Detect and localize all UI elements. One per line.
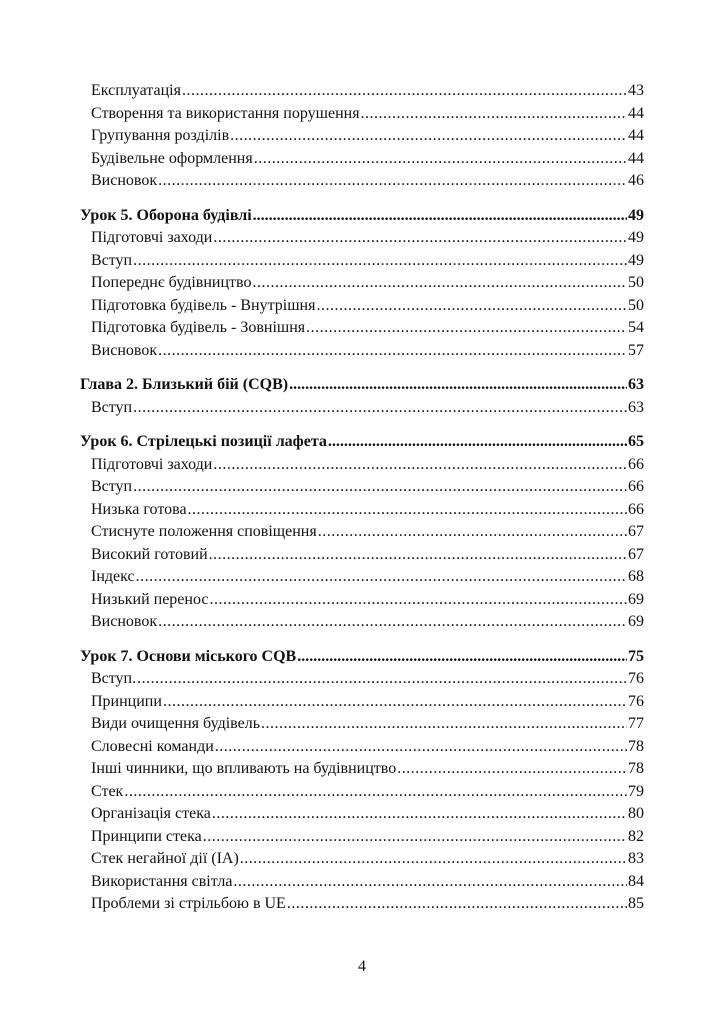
toc-entry[interactable] [80, 340, 644, 363]
toc-entry-page-number: 49 [628, 251, 644, 269]
dot-leader [316, 295, 627, 318]
dot-leader [182, 80, 627, 103]
toc-entry-label: Види очищення будівель [91, 715, 260, 732]
toc-entry[interactable] [80, 848, 644, 871]
toc-entry[interactable] [80, 713, 644, 736]
toc-entry[interactable] [80, 476, 644, 499]
toc-entry-page-number: 76 [628, 692, 644, 710]
toc-entry-page-number: 43 [628, 82, 644, 99]
toc-entry[interactable] [80, 566, 644, 589]
toc-entry-page-number: 44 [628, 104, 644, 122]
toc-entry[interactable] [80, 589, 644, 612]
dot-leader [397, 758, 627, 781]
toc-entry-page-number: 68 [628, 568, 644, 585]
toc-entry-label: Підготовка будівель - Внутрішня [91, 296, 316, 314]
dot-leader [297, 646, 627, 669]
toc-entry[interactable] [80, 611, 644, 634]
dot-leader [133, 250, 627, 273]
toc-entry-page-number: 82 [628, 827, 644, 845]
dot-leader [215, 736, 627, 759]
dot-leader [158, 611, 627, 634]
dot-leader [306, 317, 627, 340]
toc-entry[interactable] [80, 668, 644, 691]
toc-entry-page-number: 69 [628, 613, 644, 630]
dot-leader [287, 893, 627, 916]
toc-entry-label: Попереднє будівництво [91, 274, 252, 291]
toc-entry-label: Організація стека [91, 805, 211, 822]
toc-entry[interactable] [80, 317, 644, 340]
toc-section-heading[interactable] [80, 205, 644, 228]
dot-leader [158, 340, 627, 363]
toc-entry-page-number: 85 [628, 895, 644, 912]
dot-leader [328, 431, 627, 454]
toc-entry-page-number: 78 [628, 760, 644, 777]
toc-entry[interactable] [80, 544, 644, 567]
dot-leader [209, 589, 627, 612]
toc-entry-page-number: 69 [628, 590, 644, 608]
page-number: 4 [358, 958, 366, 975]
toc-entry-label: Підготовчі заходи [91, 455, 213, 473]
toc-entry-page-number: 44 [628, 127, 644, 144]
toc-entry-label: Вступ [91, 478, 133, 495]
toc-entry-label: Урок 6. Стрілецькі позиції лафета [80, 433, 327, 450]
toc-entry-page-number: 63 [628, 376, 644, 393]
toc-entry[interactable] [80, 125, 644, 148]
toc-entry-page-number: 65 [628, 433, 644, 450]
toc-entry-page-number: 44 [628, 149, 644, 167]
toc-entry-label: Глава 2. Близький бій (CQB) [80, 376, 289, 393]
table-of-contents [80, 80, 644, 916]
toc-entry-label: Стек негайної дії (IA) [91, 850, 239, 867]
dot-leader [318, 521, 627, 544]
toc-entry-page-number: 50 [628, 296, 644, 314]
dot-leader [213, 227, 627, 250]
dot-leader [158, 170, 627, 193]
dot-leader [233, 871, 627, 894]
dot-leader [361, 103, 627, 126]
dot-leader [289, 374, 627, 397]
toc-entry[interactable] [80, 250, 644, 273]
toc-entry-label: Стиснуте положення сповіщення [91, 523, 317, 540]
toc-entry-label: Вступ. [91, 670, 137, 687]
dot-leader [253, 205, 627, 228]
dot-leader [163, 691, 627, 714]
toc-entry-page-number: 46 [628, 172, 644, 189]
toc-entry-page-number: 66 [628, 478, 644, 495]
toc-entry[interactable] [80, 826, 644, 849]
dot-leader [137, 668, 627, 691]
toc-entry-page-number: 49 [628, 206, 644, 224]
toc-entry-label: Стек [91, 782, 124, 800]
toc-entry-page-number: 77 [628, 715, 644, 732]
dot-leader [133, 397, 627, 420]
toc-entry[interactable] [80, 148, 644, 171]
toc-entry-page-number: 50 [628, 274, 644, 291]
toc-entry[interactable] [80, 781, 644, 804]
toc-entry-page-number: 49 [628, 229, 644, 246]
toc-entry-label: Урок 7. Основи міського CQB [80, 647, 297, 665]
toc-entry-label: Інші чинники, що впливають на будівництво [91, 760, 397, 777]
toc-entry-page-number: 84 [628, 872, 644, 890]
toc-entry-page-number: 75 [628, 647, 644, 665]
dot-leader [203, 826, 627, 849]
toc-entry-page-number: 78 [628, 737, 644, 755]
toc-entry-label: Високий готовий [91, 545, 208, 563]
toc-entry-label: Вступ [91, 251, 133, 269]
dot-leader [254, 148, 627, 171]
toc-entry[interactable] [80, 499, 644, 522]
toc-entry-label: Створення та використання порушення [91, 104, 360, 122]
toc-entry-page-number: 63 [628, 398, 644, 416]
toc-entry[interactable] [80, 736, 644, 759]
toc-entry-page-number: 67 [628, 523, 644, 540]
toc-entry[interactable] [80, 103, 644, 126]
toc-entry-label: Принципи [91, 692, 162, 710]
toc-entry-label: Висновок [91, 172, 158, 189]
toc-section-heading[interactable] [80, 431, 644, 454]
dot-leader [133, 476, 627, 499]
toc-entry-label: Висновок [91, 613, 158, 630]
toc-entry-page-number: 67 [628, 545, 644, 563]
toc-entry-page-number: 57 [628, 341, 644, 359]
toc-entry[interactable] [80, 454, 644, 477]
toc-entry[interactable] [80, 295, 644, 318]
toc-entry-page-number: 54 [628, 319, 644, 336]
toc-entry-label: Експлуатація [91, 82, 181, 99]
toc-section-heading[interactable] [80, 374, 644, 397]
dot-leader [252, 272, 627, 295]
dot-leader [213, 454, 627, 477]
toc-entry-page-number: 76 [628, 670, 644, 687]
toc-entry-label: Проблеми зі стрільбою в UE [91, 895, 286, 912]
toc-entry-label: Словесні команди [91, 737, 214, 755]
toc-entry-page-number: 66 [628, 455, 644, 473]
toc-entry[interactable] [80, 521, 644, 544]
toc-entry-label: Низька готова [91, 500, 187, 518]
toc-entry-label: Низький перенос [91, 590, 209, 608]
toc-entry-label: Підготовчі заходи [91, 229, 213, 246]
toc-entry[interactable] [80, 893, 644, 916]
toc-entry[interactable] [80, 227, 644, 250]
toc-entry[interactable] [80, 691, 644, 714]
toc-entry-label: Будівельне оформлення [91, 149, 253, 167]
toc-entry-label: Принципи стека [91, 827, 202, 845]
toc-entry-page-number: 66 [628, 500, 644, 518]
toc-entry[interactable] [80, 758, 644, 781]
dot-leader [240, 848, 627, 871]
toc-entry-label: Підготовка будівель - Зовнішня [91, 319, 306, 336]
dot-leader [212, 803, 627, 826]
dot-leader [124, 781, 627, 804]
dot-leader [261, 713, 627, 736]
toc-entry-label: Вступ [91, 398, 133, 416]
dot-leader [230, 125, 627, 148]
toc-entry[interactable] [80, 170, 644, 193]
toc-entry-label: Використання світла [91, 872, 233, 890]
toc-entry-page-number: 83 [628, 850, 644, 867]
toc-entry[interactable] [80, 397, 644, 420]
toc-entry-label: Урок 5. Оборона будівлі [80, 206, 252, 224]
toc-entry[interactable] [80, 80, 644, 103]
toc-entry-label: Висновок [91, 341, 158, 359]
toc-entry[interactable] [80, 871, 644, 894]
toc-entry-label: Групування розділів [91, 127, 230, 144]
dot-leader [188, 499, 627, 522]
toc-section-heading[interactable] [80, 646, 644, 669]
dot-leader [209, 544, 627, 567]
toc-entry[interactable] [80, 272, 644, 295]
toc-entry-page-number: 79 [628, 782, 644, 800]
toc-entry-label: Індекс [91, 568, 135, 585]
toc-entry[interactable] [80, 803, 644, 826]
dot-leader [136, 566, 627, 589]
toc-entry-page-number: 80 [628, 805, 644, 822]
